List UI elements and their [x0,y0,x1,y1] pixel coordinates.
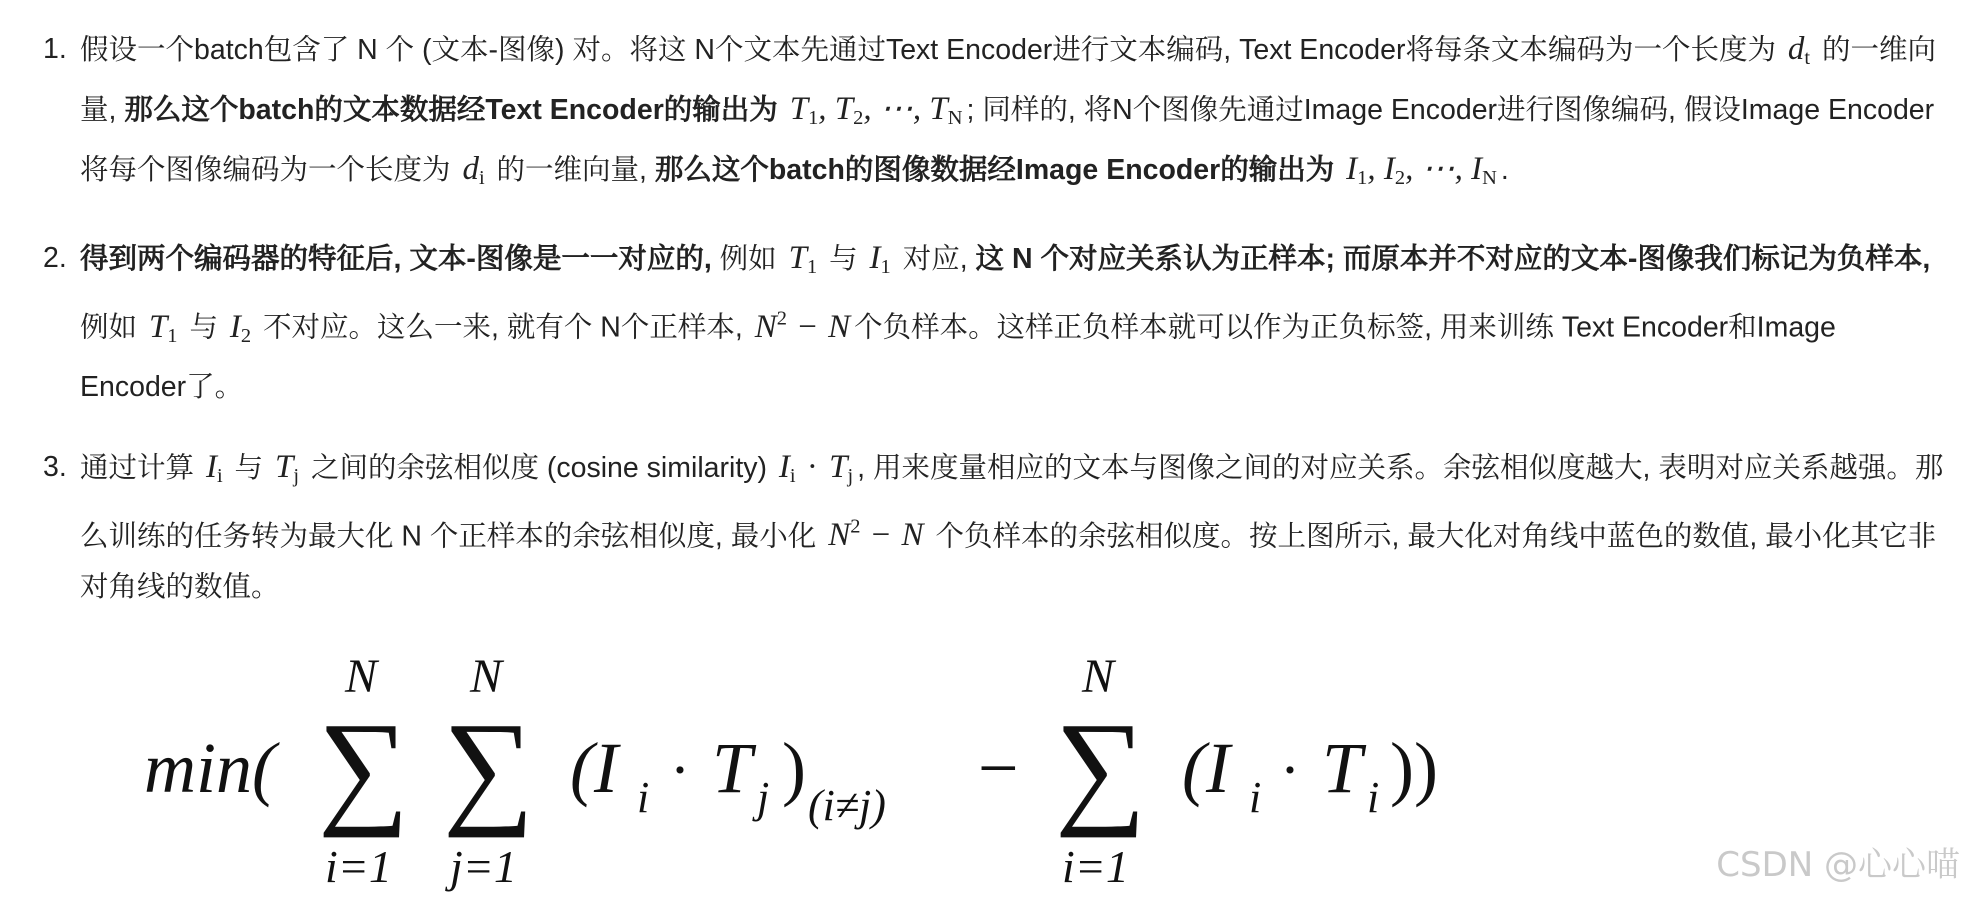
text: 与 [829,243,858,276]
term1-T: T [712,728,753,808]
item-number: 2. [43,242,67,275]
loss-formula [140,650,1540,898]
sum2-sign: ∑ [443,696,535,838]
bold-text: 那么这个batch的图像数据经Image Encoder的输出为 [654,154,1335,187]
sum2-upper: N [470,650,503,703]
math-I2: $I_2$ [229,308,252,347]
item-number: 1. [43,33,67,65]
term2-close: )) [1390,728,1438,808]
math-T1: $T_1$ [148,308,178,347]
text: ; 同样的, 将N个图像先通过Image Encoder进行图像编码, 假设Image Encoder将每个图像编码为一个长度为 [80,94,1935,187]
text: 与 [234,451,264,484]
watermark: CSDN @心心喵 [1716,845,1960,885]
math-I1: $I_1$ [869,240,891,279]
math-text-outputs: $T_1$, $T_2$, ⋯, $T_N$ [789,91,963,130]
term1-close: ) [782,728,806,808]
term1-sub-i: i [637,773,650,822]
text: 例如 [719,243,777,276]
math-Tj: $T_j$ [274,448,300,487]
term2-open: (I [1182,728,1230,808]
math-T1: $T_1$ [788,240,818,279]
math-dt: $d_t$ [1787,31,1811,70]
text: 不对应。这么一来, 就有个 N个正样本, [263,311,743,344]
math-N2-minus-N: $N^2 - N$ [828,515,924,554]
term2-T: T [1322,728,1363,808]
math-Ii: $I_i$ [205,448,223,487]
term2-dot: · [1280,737,1300,803]
bold-text: 这 N 个对应关系认为正样本; 而原本并不对应的文本-图像我们标记为负样本, [975,243,1931,276]
term1-sub-j: j [757,773,770,822]
list-item [0,233,1968,412]
text: , 用来度量相应的文本与图像之间的对应关系。余弦相似度越大, 表明对应关系越强。那么训练的任务转为最大化 N 个正样本的余弦相似度, 最小化 [80,451,1944,553]
sum3-upper: N [1082,650,1115,703]
sum2-lower: j=1 [450,841,517,892]
sum1-upper: N [345,650,378,703]
list-item [0,442,1968,613]
bold-text: 得到两个编码器的特征后, 文本-图像是一一对应的, [80,243,712,276]
text: 对应, [902,243,968,276]
text: 的一维向量, [80,34,1937,127]
content-list [0,24,1968,642]
text: . [1500,154,1509,187]
min-label: min( [144,728,276,808]
bold-text: 那么这个batch的文本数据经Text Encoder的输出为 [124,94,778,127]
math-Ii-dot-Tj: $I_i \cdot T_j$ [778,448,854,487]
text: 通过计算 [80,451,195,484]
text: 的一维向量, [496,154,647,187]
sum3-lower: i=1 [1062,841,1129,892]
term2-sub-i2: i [1367,773,1380,822]
text: 假设一个batch包含了 N 个 (文本-图像) 对。将这 N个文本先通过Text Encoder进行文本编码, Text Encoder将每条文本编码为一个长度为 [80,34,1776,66]
math-image-outputs: $I_1$, $I_2$, ⋯, $I_N$ [1346,151,1497,190]
math-di: $d_i$ [462,151,485,190]
text: 个负样本。这样正负样本就可以作为正负标签, 用来训练 Text Encoder和Image Encoder了。 [80,311,1836,403]
sum1-sign: ∑ [318,696,410,838]
term1-dot: · [670,737,690,803]
sum1-lower: i=1 [325,841,392,892]
term2-sub-i: i [1249,773,1262,822]
minus-sign: − [978,728,1019,808]
term1-condition: (i≠j) [808,781,886,830]
text: 例如 [80,311,138,344]
text: 与 [189,311,218,344]
list-item [0,24,1968,204]
sum3-sign: ∑ [1055,696,1147,838]
item-number: 3. [43,450,67,483]
term1-open: (I [570,728,618,808]
text: 个负样本的余弦相似度。按上图所示, 最大化对角线中蓝色的数值, 最小化其它非对角线的数值。 [80,520,1937,604]
text: 之间的余弦相似度 (cosine similarity) [310,451,767,484]
math-N2-minus-N: $N^2 - N$ [754,307,851,345]
